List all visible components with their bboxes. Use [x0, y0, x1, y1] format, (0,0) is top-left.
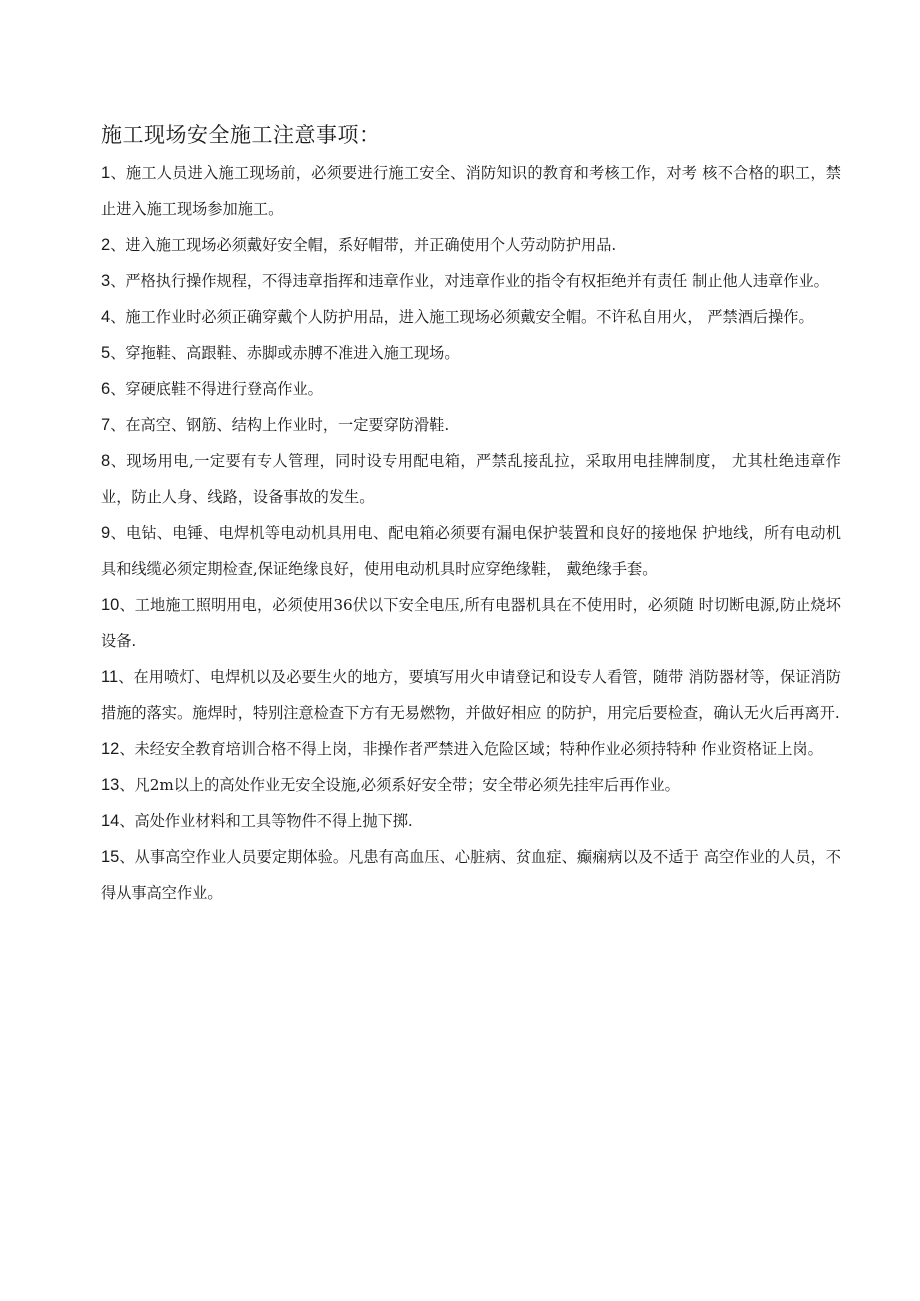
item-text: 、电钻、电锤、电焊机等电动机具用电、配电箱必须要有漏电保护装置和良好的接地保 护地线，所有电动机具和线缆必须定期检查,保证绝缘良好，使用电动机具时应穿绝缘鞋， 戴绝缘手套。: [101, 524, 841, 578]
item-number: 14: [101, 812, 120, 830]
item-text: 、穿拖鞋、高跟鞋、赤脚或赤膊不准进入施工现场。: [110, 344, 460, 362]
item-number: 9: [101, 524, 111, 542]
item-number: 10: [101, 596, 120, 614]
list-item: [101, 371, 841, 407]
list-item: [101, 767, 841, 803]
item-number: 7: [101, 416, 111, 434]
item-number: 12: [101, 740, 120, 758]
list-item: [101, 587, 841, 659]
list-item: [101, 335, 841, 371]
document-page: [101, 120, 841, 911]
item-number: 8: [101, 452, 111, 470]
item-number: 13: [101, 776, 120, 794]
item-number: 11: [101, 668, 119, 686]
document-title: 施工现场安全施工注意事项：: [101, 123, 381, 147]
list-item: [101, 443, 841, 515]
list-item: [101, 731, 841, 767]
list-item: [101, 515, 841, 587]
item-text: 、进入施工现场必须戴好安全帽，系好帽带，并正确使用个人劳动防护用品.: [110, 236, 617, 254]
item-text: 、凡2m以上的高处作业无安全设施,必须系好安全带；安全带必须先挂牢后再作业。: [119, 776, 680, 794]
list-item: [101, 407, 841, 443]
item-text: 、施工作业时必须正确穿戴个人防护用品，进入施工现场必须戴安全帽。不许私自用火， 严禁酒后操作。: [110, 308, 814, 326]
item-number: 4: [101, 308, 111, 326]
list-item: [101, 299, 841, 335]
item-number: 1: [101, 164, 111, 182]
item-text: 、从事高空作业人员要定期体验。凡患有高血压、心脏病、贫血症、癫痫病以及不适于 高空作业的人员，不得从事高空作业。: [101, 848, 841, 902]
item-number: 5: [101, 344, 111, 362]
item-text: 、工地施工照明用电，必须使用36伏以下安全电压,所有电器机具在不使用时，必须随 时切断电源,防止烧坏设备.: [101, 596, 841, 650]
item-number: 6: [101, 380, 111, 398]
list-item: [101, 227, 841, 263]
list-item: [101, 155, 841, 227]
item-text: 、施工人员进入施工现场前，必须要进行施工安全、消防知识的教育和考核工作，对考 核不合格的职工，禁止进入施工现场参加施工。: [101, 164, 841, 218]
item-text: 、现场用电,一定要有专人管理，同时设专用配电箱，严禁乱接乱拉，采取用电挂牌制度， 尤其杜绝违章作业，防止人身、线路，设备事故的发生。: [101, 452, 841, 506]
list-item: [101, 659, 841, 731]
item-list: [101, 155, 841, 911]
list-item: [101, 839, 841, 911]
item-number: 2: [101, 236, 111, 254]
item-text: 、严格执行操作规程，不得违章指挥和违章作业，对违章作业的指令有权拒绝并有责任 制止他人违章作业。: [110, 272, 829, 290]
item-number: 3: [101, 272, 111, 290]
item-text: 、穿硬底鞋不得进行登高作业。: [110, 380, 323, 398]
list-item: [101, 803, 841, 839]
item-text: 、高处作业材料和工具等物件不得上抛下掷.: [119, 812, 413, 830]
item-text: 、未经安全教育培训合格不得上岗，非操作者严禁进入危险区域；特种作业必须持特种 作业资格证上岗。: [119, 740, 823, 758]
list-item: [101, 263, 841, 299]
item-text: 、在用喷灯、电焊机以及必要生火的地方，要填写用火申请登记和设专人看管，随带 消防器材等，保证消防措施的落实。施焊时，特别注意检查下方有无易燃物，并做好相应 的防护，用完后要检查，确认无火后再离开.: [101, 668, 841, 722]
item-text: 、在高空、钢筋、结构上作业时，一定要穿防滑鞋.: [110, 416, 450, 434]
item-number: 15: [101, 848, 120, 866]
